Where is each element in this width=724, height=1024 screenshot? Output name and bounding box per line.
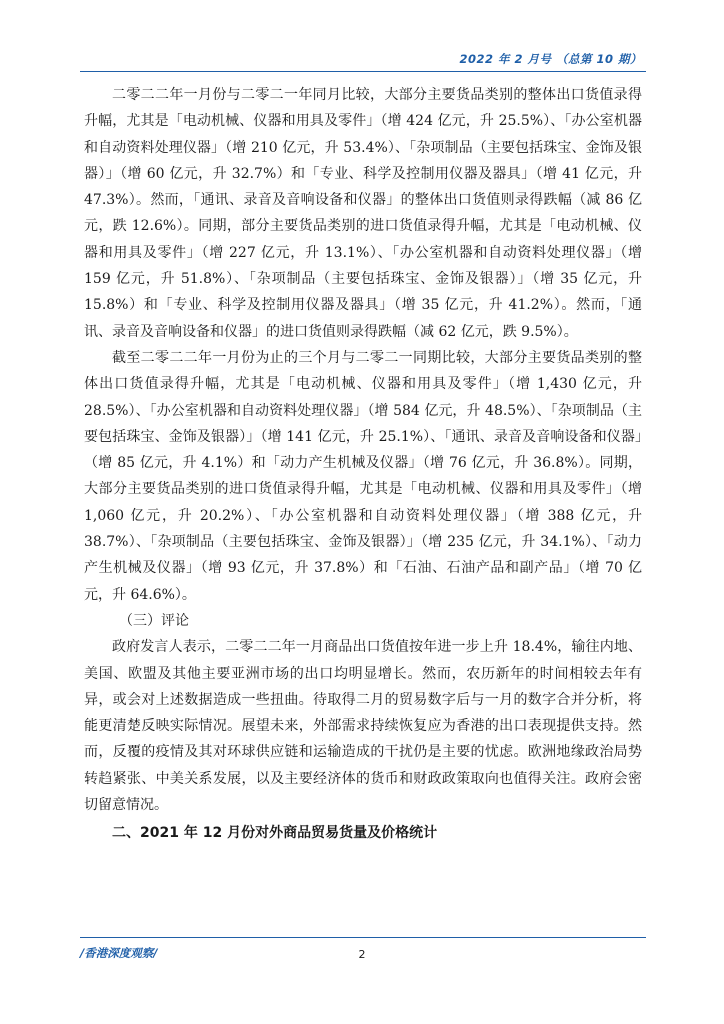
- paragraph-three-month-comparison: 截至二零二二年一月份为止的三个月与二零二一同期比较，大部分主要货品类别的整体出口货值录得升幅，尤其是「电动机械、仪器和用具及零件」（增 1,430 亿元，升 28.5%）、「办公室机器和自动资料处理仪器」（增 584 亿元，升 48.5%）、「杂项制品（主要包括珠宝、金饰及银器）」（增 141 亿元，升 25.1%）、「通讯、录音及音响设备和仪器」（增 85 亿元，升 4.1%）和「动力产生机械及仪器」（增 76 亿元，升 36.8%）。同期，大部分主要货品类别的进口货值录得升幅，尤其是「电动机械、仪器和用具及零件」（增 1,060 亿元，升 20.2%）、「办公室机器和自动资料处理仪器」（增 388 亿元，升 38.7%）、「杂项制品（主要包括珠宝、金饰及银器）」（增 235 亿元，升 34.1%）、「动力产生机械及仪器」（增 93 亿元，升 37.8%）和「石油、石油产品和副产品」（增 70 亿元，升 64.6%）。: [84, 349, 642, 603]
- sub-heading-commentary: （三）评论: [119, 612, 189, 629]
- issue-header: 2022 年 2 月号 （总第 10 期）: [459, 52, 642, 66]
- article-body: [84, 82, 642, 848]
- section-heading: 二、2021 年 12 月份对外商品贸易货量及价格统计: [112, 825, 438, 842]
- header-divider: [80, 71, 646, 72]
- publication-name: /香港深度观察/: [80, 946, 158, 960]
- page-number: 2: [358, 948, 366, 961]
- footer-divider: [80, 937, 646, 938]
- paragraph-monthly-comparison: 二零二二年一月份与二零二一年同月比较，大部分主要货品类别的整体出口货值录得升幅，尤其是「电动机械、仪器和用具及零件」（增 424 亿元，升 25.5%）、「办公室机器和自动资料处理仪器」（增 210 亿元，升 53.4%）、「杂项制品（主要包括珠宝、金饰及银器）」（增 60 亿元，升 32.7%）和「专业、科学及控制用仪器及器具」（增 41 亿元，升 47.3%）。然而，「通讯、录音及音响设备和仪器」的整体出口货值则录得跌幅（减 86 亿元，跌 12.6%）。同期，部分主要货品类别的进口货值录得升幅，尤其是「电动机械、仪器和用具及零件」（增 227 亿元，升 13.1%）、「办公室机器和自动资料处理仪器」（增 159 亿元，升 51.8%）、「杂项制品（主要包括珠宝、金饰及银器）」（增 35 亿元，升 15.8%）和「专业、科学及控制用仪器及器具」（增 35 亿元，升 41.2%）。然而，「通讯、录音及音响设备和仪器」的进口货值则录得跌幅（减 62 亿元，跌 9.5%）。: [84, 87, 642, 340]
- paragraph-commentary: 政府发言人表示，二零二二年一月商品出口货值按年进一步上升 18.4%，输往内地、美国、欧盟及其他主要亚洲市场的出口均明显增长。然而，农历新年的时间相较去年有异，或会对上述数据造成一些扭曲。待取得二月的贸易数字后与一月的数字合并分析，将能更清楚反映实际情况。展望未来，外部需求持续恢复应为香港的出口表现提供支持。然而，反覆的疫情及其对环球供应链和运输造成的干扰仍是主要的忧虑。欧洲地缘政治局势转趋紧张、中美关系发展，以及主要经济体的货币和财政政策取向也值得关注。政府会密切留意情况。: [84, 639, 642, 814]
